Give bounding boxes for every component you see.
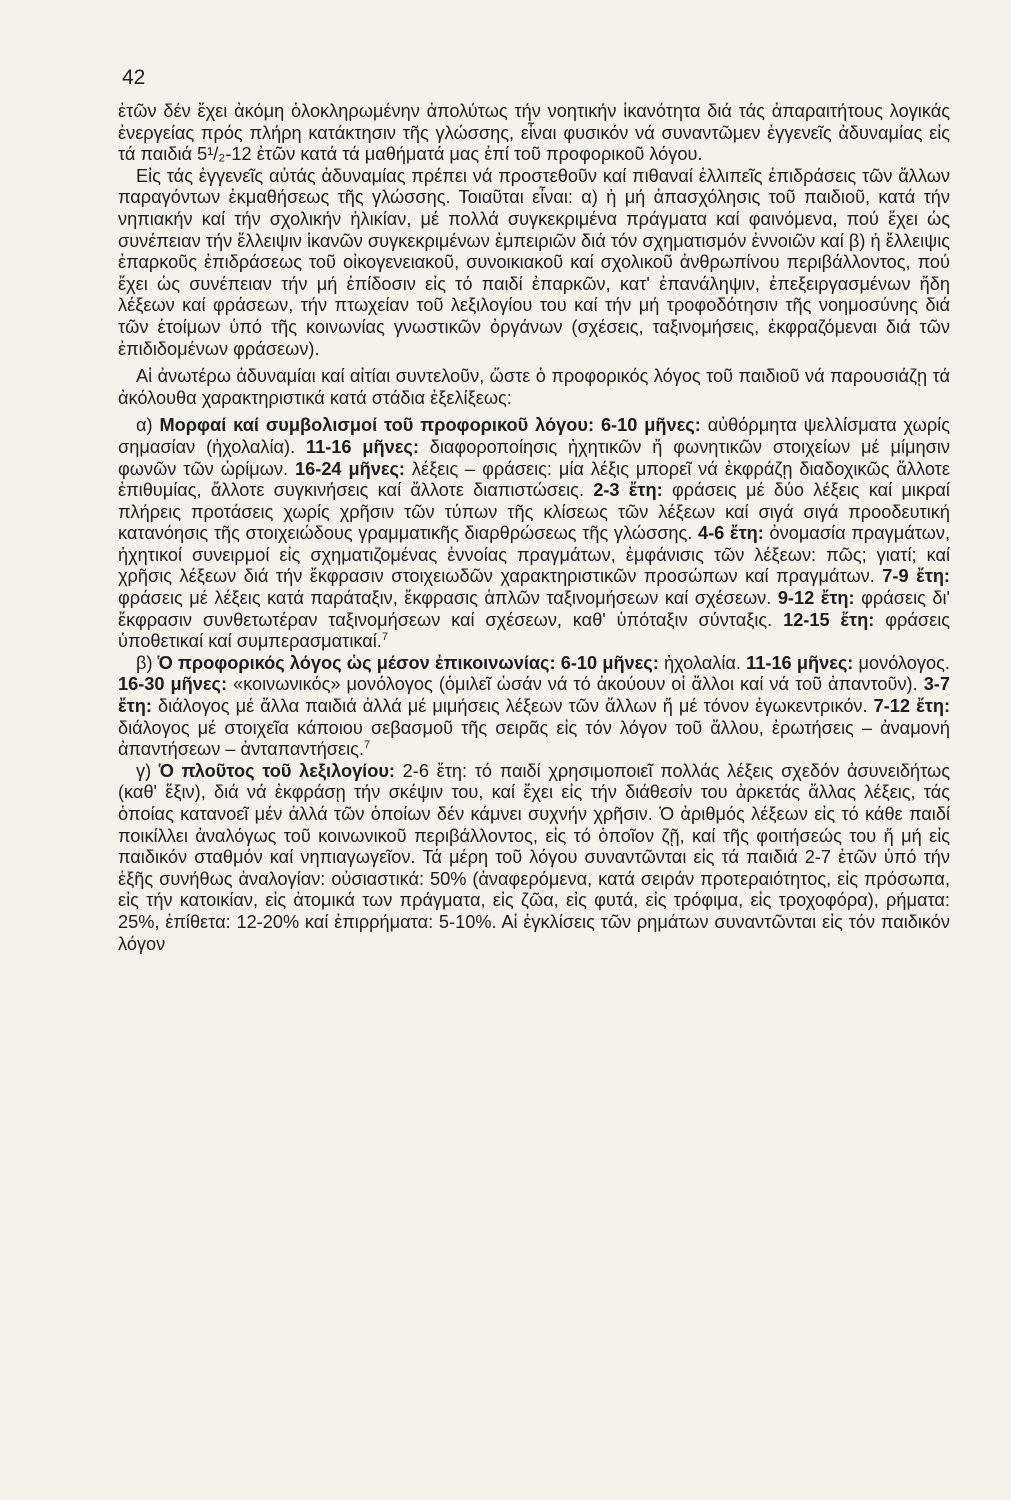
- footnote-ref: 7: [381, 631, 388, 644]
- section-c: [118, 761, 950, 955]
- section-b-heading: Ὁ προφορικός λόγος ὡς μέσον ἐπικοινωνίας:: [157, 652, 556, 673]
- stage-text: αὐθόρμητα ψελλίσματα χωρίς σημασίαν (ἠχολαλία).: [118, 415, 950, 457]
- stage-label: 11-16 μῆνες:: [306, 436, 419, 457]
- section-b-marker: β): [136, 652, 153, 673]
- stage-label: 16-30 μῆνες:: [118, 674, 228, 695]
- stage-text: διαφοροποίησις ἠχητικῶν ἤ φωνητικῶν στοιχείων μέ μίμησιν φωνῶν τῶν ὡρίμων.: [118, 436, 950, 479]
- stage-text: μονόλογος.: [858, 652, 950, 673]
- paragraph-3: Αἱ ἀνωτέρω ἀδυναμίαι καί αἰτίαι συντελοῦν, ὥστε ὁ προφορικός λόγος τοῦ παιδιοῦ νά παρουσιάζῃ τά ἀκόλουθα χαρακτηριστικά κατά στάδια ἐξελίξεως:: [118, 366, 950, 408]
- stage-label: 3-7 ἔτη:: [118, 674, 950, 717]
- stage-label: 12-15 ἔτη:: [783, 609, 875, 630]
- section-a: [118, 415, 950, 653]
- stage-label: 6-10 μῆνες:: [560, 652, 659, 673]
- stage-label: 6-10 μῆνες:: [600, 415, 701, 436]
- stage-text: διάλογος μέ ἄλλα παιδιά ἀλλά μέ μιμήσεις λέξεων τῶν ἄλλων ἤ μέ τόνον ἐγωκεντρικόν.: [157, 696, 868, 717]
- paragraph-1: ἐτῶν δέν ἔχει ἀκόμη ὁλοκληρωμένην ἀπολύτως τήν νοητικήν ἱκανότητα διά τάς ἀπαραιτήτους λογικάς ἐνεργείας πρός πλήρη κατάκτησιν τῆς γλώσσης, εἶναι φυσικόν νά συναντῶμεν ἐγγενεῖς ἀδυναμίας εἰς τά παιδιά 5¹/₂-12 ἐτῶν κατά τά μαθήματά μας ἐπί τοῦ προφορικοῦ λόγου.: [118, 101, 950, 165]
- stage-text: λέξεις – φράσεις: μία λέξις μπορεῖ νά ἐκφράζῃ διαδοχικῶς ἄλλοτε ἐπιθυμίας, ἄλλοτε συγκινήσεις καί ἄλλοτε διαπιστώσεις.: [118, 458, 950, 501]
- stage-text: φράσεις μέ λέξεις κατά παράταξιν, ἔκφρασις ἁπλῶν ταξινομήσεων καί σχέσεων.: [118, 588, 772, 609]
- section-c-heading: Ὁ πλοῦτος τοῦ λεξιλογίου:: [158, 760, 395, 781]
- page-number: 42: [122, 66, 146, 89]
- body-text: [118, 101, 950, 955]
- section-a-marker: α): [136, 415, 153, 436]
- stage-label: 16-24 μῆνες:: [295, 458, 405, 479]
- stage-label: 7-9 ἔτη:: [882, 566, 950, 587]
- section-a-heading: Μορφαί καί συμβολισμοί τοῦ προφορικοῦ λόγου:: [159, 415, 595, 436]
- stage-text: φράσεις μέ δύο λέξεις καί μικραί πλήρεις προτάσεις χωρίς χρῆσιν τῶν τύπων τῆς κλίσεως τῶν λέξεων καί σιγά σιγά προοδευτική κατανόησις τῆς στοιχειώδους γραμματικῆς διαρθρώσεως τῆς γλώσσης.: [118, 480, 950, 544]
- footnote-ref: 7: [364, 739, 371, 752]
- stage-text: φράσεις ὑποθετικαί καί συμπερασματικαί.: [118, 609, 950, 652]
- stage-text: φράσεις δι' ἔκφρασιν συνθετωτέραν ταξινομήσεων καί σχέσεων, καθ' ὑπόταξιν σύνταξις.: [118, 588, 950, 630]
- stage-label: 11-16 μῆνες:: [746, 652, 854, 673]
- section-c-marker: γ): [136, 760, 152, 781]
- stage-label: 7-12 ἔτη:: [873, 696, 950, 717]
- section-c-text: 2-6 ἔτη: τό παιδί χρησιμοποιεῖ πολλάς λέξεις σχεδόν ἀσυνειδήτως (καθ' ἕξιν), διά νά ἐκφράσῃ τήν σκέψιν του, καί ἔχει εἰς τήν διάθεσίν του ἀρκετάς ἄλλας λέξεις, τάς ὁποίας κατανοεῖ μέν ἀλλά τῶν ὁποίων δέν κάμνει συχνήν χρῆσιν. Ὁ ἀριθμός λέξεων εἰς τό κάθε παιδί ποικίλλει ἀναλόγως τοῦ κοινωνικοῦ περιβάλλοντος, εἰς τό ὁποῖον ζῇ, καί τῆς φοιτήσεώς του ἤ μή εἰς παιδικόν σταθμόν καί νηπιαγωγεῖον. Τά μέρη τοῦ λόγου συναντῶνται εἰς τά παιδιά 2-7 ἐτῶν ὑπό τήν ἑξῆς συνήθως ἀναλογίαν: οὐσιαστικά: 50% (ἀναφερόμενα, κατά σειράν προτεραιότητος, εἰς πρόσωπα, εἰς τήν κατοικίαν, εἰς ἀτομικά των πράγματα, εἰς ζῶα, εἰς φυτά, εἰς τρόφιμα, εἰς τροχοφόρα), ρήματα: 25%, ἐπίθετα: 12-20% καί ἐπιρρήματα: 5-10%. Αἱ ἐγκλίσεις τῶν ρημάτων συναντῶνται εἰς τόν παιδικόν λόγον: [118, 760, 951, 954]
- stage-text: ὀνομασία πραγμάτων, ἠχητικοί συνειρμοί εἰς σχηματιζομένας ἐννοίας πραγμάτων, ἐμφάνισις τῶν λέξεων: πῶς; γιατί; καί χρῆσις λέξεων διά τήν ἔκφρασιν στοιχειωδῶν χαρακτηριστικῶν προσώπων καί πραγμάτων.: [118, 523, 951, 587]
- stage-text: διάλογος μέ στοιχεῖα κάποιου σεβασμοῦ τῆς σειρᾶς εἰς τόν λόγον τοῦ ἄλλου, ἐρωτήσεις – ἀναμονή ἀπαντήσεων – ἀνταπαντήσεις.: [118, 717, 950, 760]
- stage-label: 4-6 ἔτη:: [698, 523, 764, 544]
- stage-text: «κοινωνικός» μονόλογος (ὁμιλεῖ ὡσάν νά τό ἀκούουν οἱ ἄλλοι καί νά τοῦ ἀπαντοῦν).: [233, 674, 918, 695]
- paragraph-2: Εἰς τάς ἐγγενεῖς αὐτάς ἀδυναμίας πρέπει νά προστεθοῦν καί πιθαναί ἐλλιπεῖς ἐπιδράσεις τῶν ἄλλων παραγόντων ἐκμαθήσεως τῆς γλώσσης. Τοιαῦται εἶναι: α) ἡ μή ἀπασχόλησις τοῦ παιδιοῦ, κατά τήν νηπιακήν καί τήν σχολικήν ἡλικίαν, μέ πολλά συγκεκριμένα πράγματα καί φαινόμενα, πού ἔχει ὡς συνέπειαν τήν ἔλλειψιν ἱκανῶν συγκεκριμένων ἐμπειριῶν διά τόν σχηματισμόν ἐννοιῶν καί β) ἡ ἔλλειψις ἐπαρκοῦς ἐπιδράσεως τοῦ οἰκογενειακοῦ, συνοικιακοῦ καί σχολικοῦ ἀνθρωπίνου περιβάλλοντος, πού ἔχει ὡς συνέπειαν τήν μή ἐπίδοσιν εἰς τό παιδί ἐπαρκῶν, κατ' ἐπανάληψιν, ἐπεξειργασμένων ἤδη λέξεων καί φράσεων, τήν πτωχείαν τοῦ λεξιλογίου του καί τήν μή τροφοδότησιν τῆς νοημοσύνης διά τῶν ἑτοίμων ὑπό τῆς κοινωνίας γνωστικῶν ὀργάνων (σχέσεις, ταξινομήσεις, ἐκφραζόμεναι διά τῶν ἐπιδιδομένων φράσεων).: [118, 165, 950, 359]
- section-b: [118, 653, 950, 761]
- stage-label: 9-12 ἔτη:: [777, 588, 855, 609]
- stage-text: ἠχολαλία.: [664, 652, 741, 673]
- stage-label: 2-3 ἔτη:: [593, 480, 663, 501]
